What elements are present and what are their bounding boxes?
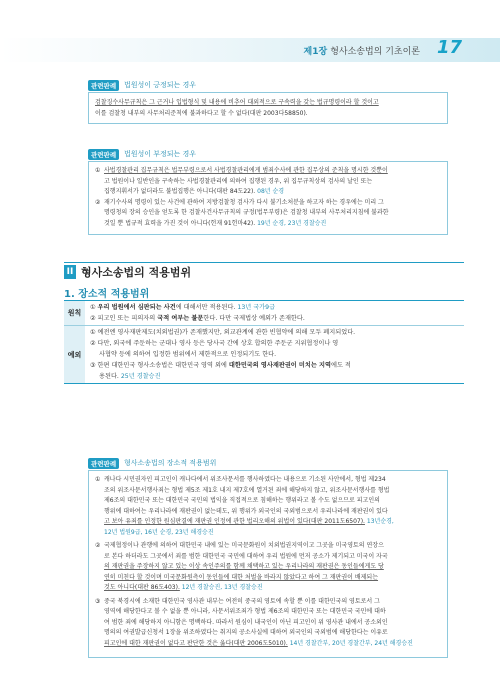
- case-item: [95, 475, 441, 538]
- subsection-title: 1. 장소적 적용범위: [64, 289, 150, 300]
- section-title: 형사소송법의 적용범위: [81, 266, 192, 279]
- case-text-line: 명령청의 장의 승인을 얻도록 한 검찰사건사무규칙의 규정(법무부령)은 검찰청 내부의 사무처리지침에 불과한: [104, 209, 389, 216]
- case-text-line: 고 보아 유죄를 인정한 원심판결에 재판권 인정에 관한 법리오해의 위법이 있다(대판 2011도6507).: [104, 518, 365, 525]
- item-number: ②: [95, 542, 101, 549]
- case-text-line: 중국 북경시에 소재한 대한민국 영사관 내부는 여전히 중국의 영토에 속할 뿐 이를 대한민국의 영토로서 그: [104, 597, 380, 605]
- case-text-line: 의 재판권을 주장하지 않고 있는 이상 속인주의를 함께 채택하고 있는 우리나라의 재판권은 동인들에게도 당: [104, 563, 384, 570]
- item-number: ①: [95, 476, 101, 483]
- case-text-line: 조의 위조사문서행사죄는 형법 제5조 제1호 내지 제7호에 열거된 죄에 해당하지 않고, 위조사문서행사를 형법: [104, 486, 390, 494]
- related-case-tag: 관련판례: [88, 149, 119, 160]
- bold-text: 대한민국의 영사재판권이 미치는 지역: [228, 362, 331, 369]
- scope-table: [64, 300, 464, 384]
- case-text-line: 명의의 여권발급신청서 1장을 위조하였다는 취지의 공소사실에 대하여 외국인의 국외범에 해당한다는 이유로: [104, 629, 388, 636]
- item-number: ①: [95, 167, 101, 174]
- related-case-tag: 관련판례: [88, 458, 119, 469]
- text: 에 대해서만 적용된다.: [175, 304, 236, 311]
- scope-row-principle: [64, 301, 464, 326]
- exam-note: 14년 경찰간부, 20년 경찰간부, 24년 해경승진: [289, 639, 413, 647]
- text: 한편 대한민국 형사소송법은 대한민국 영역 외에: [97, 362, 229, 369]
- case-text-line: 것도 아니다(대판 86도403).: [104, 584, 180, 591]
- case-text-line: 연히 미친다 할 것이며 미국문화원측이 동인들에 대한 처벌을 바라지 않았다고 하여 그 재판권이 배제되는: [104, 573, 379, 581]
- item-number: ③: [90, 362, 96, 369]
- chapter-label: [304, 44, 420, 57]
- bold-text: 우리 법원에서 심판되는 사건: [97, 304, 176, 311]
- case-text-line: 집행지휘서가 없더라도 불법집행은 아니다(대판 84도22).: [104, 188, 256, 195]
- case-text-line: 제6조의 대한민국 또는 대한민국 국민의 법익을 직접적으로 침해하는 행위라고 볼 수도 없으므로 피고인의: [104, 497, 380, 504]
- item-number: ①: [90, 304, 96, 311]
- scope-label: 예외: [64, 326, 85, 383]
- chapter-title: 형사소송법의 기초이론: [330, 47, 420, 57]
- exam-note: 08년 순경: [257, 188, 285, 195]
- case-text-line: 여 범한 죄에 해당하지 아니함은 명백하다. 따라서 원심이 내국인이 아닌 피고인이 위 영사관 내에서 공소외인: [104, 618, 388, 626]
- case-box-negative: [88, 161, 448, 235]
- scope-body: [85, 301, 464, 325]
- text: 용된다.: [99, 373, 119, 380]
- item-number: ②: [95, 198, 101, 206]
- text: 예전엔 영사재판제도(치외법권)가 존재했지만, 외교관계에 관한 빈협약에 의해 모두 폐지되었다.: [97, 329, 356, 336]
- section-badge: II: [64, 265, 76, 279]
- item-number: ②: [90, 315, 96, 322]
- text: 사협약 등에 의하여 입정한 범위에서 제한적으로 인정되기도 한다.: [99, 351, 277, 358]
- exam-note: 19년 순경, 23년 경찰승진: [257, 219, 327, 227]
- case-text-line: 국제협정이나 관행에 의하여 대한민국 내에 있는 미국문화원이 치외법권지역이고 그곳을 미국영토의 연장으: [104, 542, 384, 549]
- exam-note: 12년 법원9급, 16년 순경, 23년 해경승진: [104, 528, 214, 536]
- case-text-line: 행위에 대하여는 우리나라에 재판권이 없는데도, 위 행위가 외국인의 국외범으로서 우리나라에 재판권이 있다: [104, 507, 388, 515]
- case-text-line: 사법경찰관리 집무규칙은 법무부령으로서 사법경찰관리에게 범죄수사에 관한 집무상의 준칙을 명시한 것뿐이: [104, 167, 388, 174]
- case-item: [95, 597, 441, 650]
- related-case-title: 형사소송법의 장소적 적용범위: [124, 459, 217, 467]
- text: 에도 적: [330, 362, 351, 369]
- scope-row-exception: [64, 326, 464, 383]
- text: 피고인 또는 피의자의: [97, 315, 158, 322]
- page-number: 17: [436, 37, 462, 58]
- case-text-line: 고 법원이나 일반인을 구속하는 사법경찰관리에 의하여 집행된 경우, 위 집무규칙상의 검사의 날인 또는: [104, 177, 373, 185]
- related-case-title: 법원성이 부정되는 경우: [124, 150, 197, 158]
- case-box-scope: [88, 470, 448, 658]
- item-number: ①: [90, 329, 96, 336]
- case-item: [95, 198, 441, 230]
- scope-label: 원칙: [64, 301, 85, 325]
- item-number: ②: [90, 340, 96, 347]
- text: 한다. 다만 국제법상 예외가 존재한다.: [203, 315, 305, 322]
- case-text-line: 로 본다 하더라도 그곳에서 죄를 범한 대한민국 국민에 대하여 우리 법원에 먼저 공소가 제기되고 미국이 자국: [104, 552, 388, 560]
- case-text-line: 재기수사의 명령이 있는 사건에 관하여 지방검찰청 검사가 다시 불기소처분을 하고자 하는 경우에는 미리 그: [104, 198, 384, 206]
- exam-note: 12년 경찰승진, 13년 경찰승진: [181, 584, 263, 591]
- case-text-line: 것일 뿐 법규적 효력을 가진 것이 아니다(헌재 91헌마42).: [104, 219, 256, 227]
- text: 다만, 외국에 주둔하는 군대나 영사 등은 당사국 간에 상호 합의한 주둔군 지위협정이나 영: [97, 340, 339, 347]
- section-divider: [64, 262, 464, 263]
- related-case-title: 법원성이 긍정되는 경우: [124, 81, 197, 89]
- exam-note: 25년 경찰승진: [120, 373, 161, 380]
- scope-body: [85, 326, 464, 383]
- exam-note: 13년 국가9급: [237, 304, 276, 311]
- exam-note: 13년순경,: [366, 518, 394, 525]
- item-number: ③: [95, 597, 101, 605]
- case-text-line: 캐나다 시민권자인 피고인이 캐나다에서 위조사문서를 행사하였다는 내용으로 기소된 사안에서, 형법 제234: [104, 476, 386, 483]
- bold-text: 국적 여부는 불문: [157, 315, 204, 322]
- case-box-positive: [88, 92, 448, 124]
- page-header: [0, 0, 500, 70]
- case-text-line: 피고인에 대한 재판권이 없다고 판단한 것은 옳다(대판 2006도5010).: [104, 639, 288, 647]
- case-item: [95, 541, 441, 594]
- chapter-number: 제1장: [303, 47, 328, 57]
- header-band: [0, 38, 500, 62]
- related-case-tag: 관련판례: [88, 80, 119, 91]
- case-text-line: 이를 검찰청 내부의 사무처리준칙에 불과하다고 할 수 없다(대판 2003다58850).: [95, 109, 308, 117]
- case-item: [95, 166, 441, 198]
- case-text-line: 영역에 해당한다고 볼 수 없을 뿐 아니라, 사문서위조죄가 형법 제6조의 대한민국 또는 대한민국 국민에 대하: [104, 608, 386, 615]
- case-text-line: 검찰징수사무규칙은 그 근거나 입법형식 및 내용에 비추어 대외적으로 구속력을 갖는 법규명령이라 할 것이고: [95, 99, 379, 106]
